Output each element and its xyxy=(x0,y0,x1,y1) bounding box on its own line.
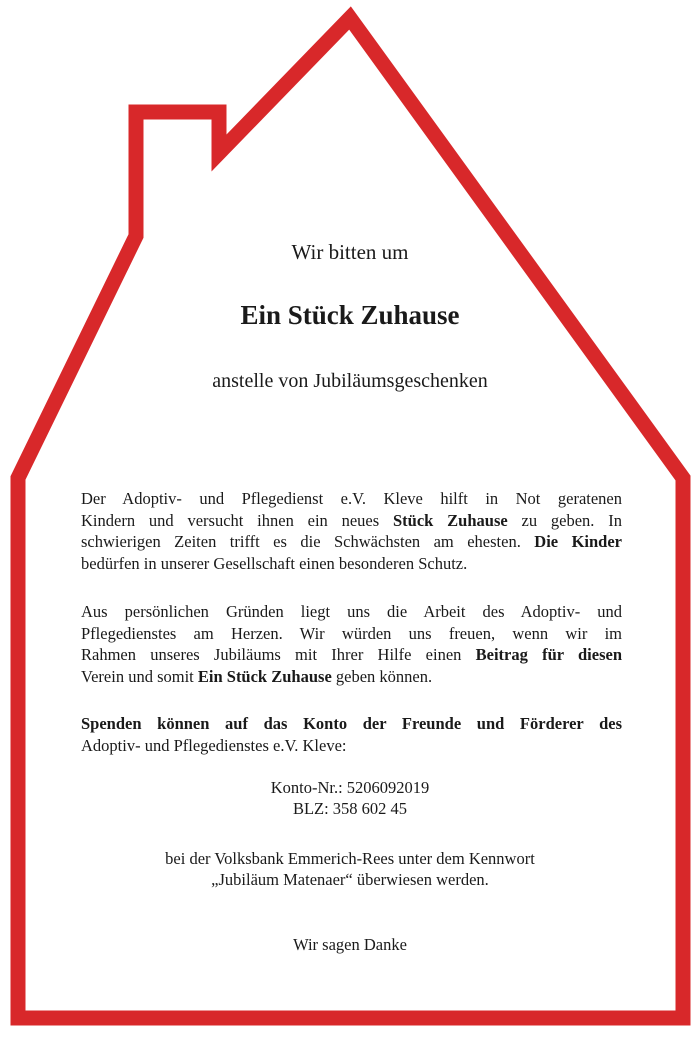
emphasis-text: Die Kinder xyxy=(534,532,622,552)
bank-line-1: bei der Volksbank Emmerich-Rees unter dem Kennwort xyxy=(165,849,535,868)
closing-thanks: Wir sagen Danke xyxy=(293,935,407,954)
text-line: Aus persönlichen Gründen liegt uns die Arbeit des Adoptiv- und xyxy=(81,602,622,621)
text-line: Pflegedienstes am Herzen. Wir würden uns freuen, wenn wir im xyxy=(81,623,622,643)
text-line: bedürfen in unserer Gesellschaft einen besonderen Schutz. xyxy=(81,553,468,573)
account-number: Konto-Nr.: 5206092019 xyxy=(270,778,430,797)
emphasis-text: Ein Stück Zuhause xyxy=(197,666,332,686)
text-line: Verein und somit Ein Stück Zuhause geben können. xyxy=(81,666,433,686)
bank-code: BLZ: 358 602 45 xyxy=(292,799,408,818)
paragraph-donations xyxy=(81,713,622,756)
text-line: Spenden können auf das Konto der Freunde und Förderer des xyxy=(81,714,622,733)
main-title: Ein Stück Zuhause xyxy=(240,300,460,330)
text-line: Rahmen unseres Jubiläums mit Ihrer Hilfe einen Beitrag für diesen xyxy=(81,645,622,665)
text-line: Kindern und versucht ihnen ein neues Stück Zuhause zu geben. In xyxy=(81,510,622,530)
text-line: Adoptiv- und Pflegedienstes e.V. Kleve: xyxy=(81,735,347,755)
paragraph-reason xyxy=(81,601,622,687)
emphasis-text: Beitrag für diesen xyxy=(475,645,622,665)
intro-line: Wir bitten um xyxy=(291,240,409,264)
bank-line-2: „Jubiläum Matenaer“ überwiesen werden. xyxy=(211,870,489,889)
emphasis-text: Stück Zuhause xyxy=(393,510,508,530)
paragraph-organization xyxy=(81,488,622,574)
subtitle-line: anstelle von Jubiläumsgeschenken xyxy=(212,370,488,392)
text-line: Der Adoptiv- und Pflegedienst e.V. Kleve hilft in Not geratenen xyxy=(81,489,622,508)
text-line: schwierigen Zeiten trifft es die Schwächsten am ehesten. Die Kinder xyxy=(81,532,622,552)
